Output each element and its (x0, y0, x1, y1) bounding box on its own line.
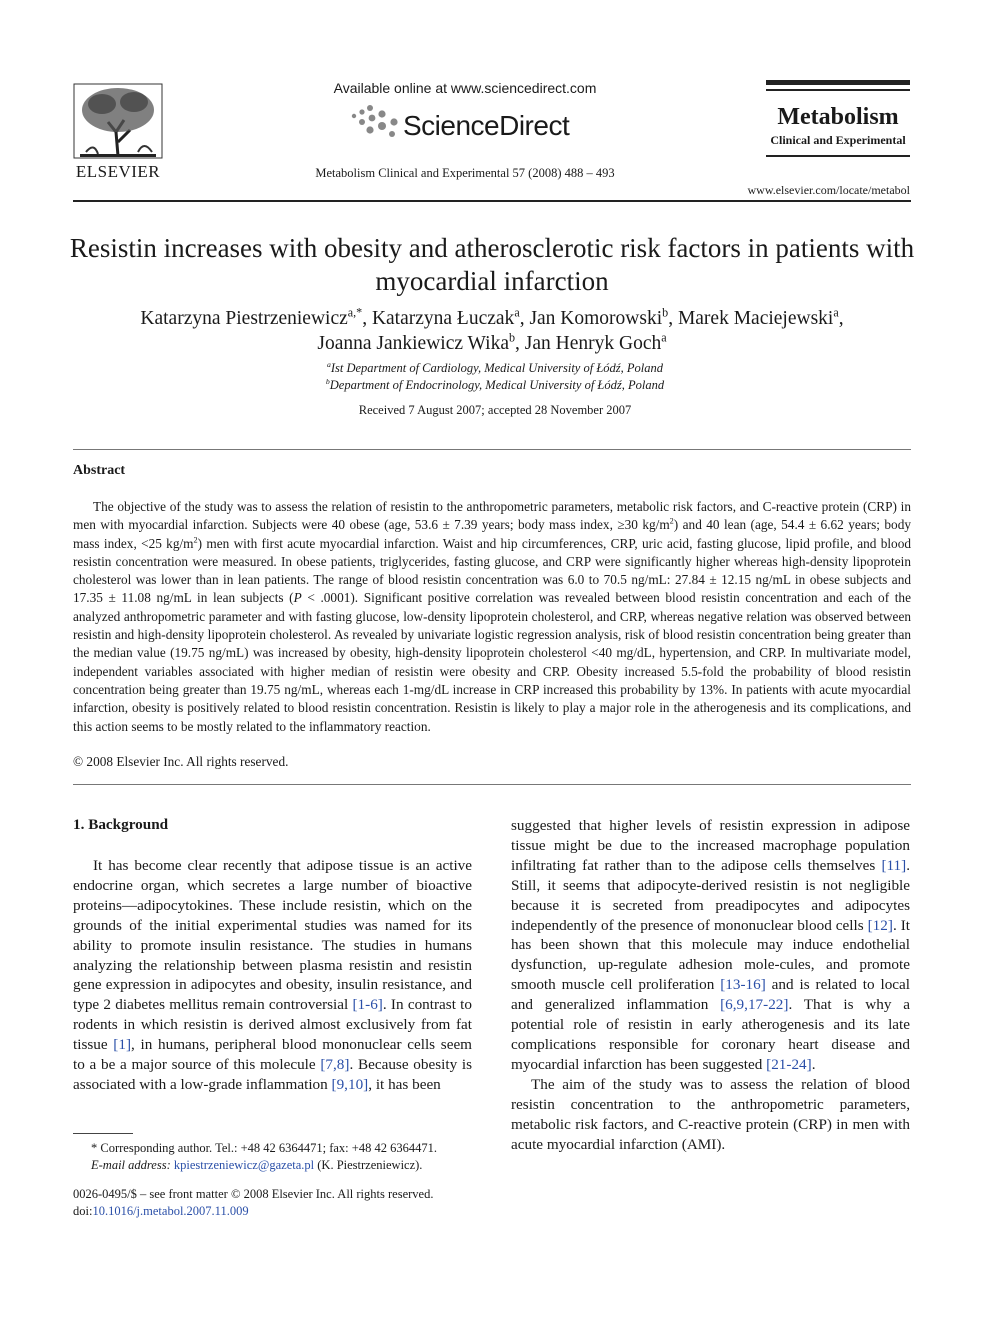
reference-link[interactable]: [13-16] (720, 976, 766, 994)
body-text: and is related to local and generalized inflammation (511, 976, 910, 1014)
body-text: . Because obesity is associated with a low-grade inflammation (73, 1056, 472, 1093)
author-affiliation-mark: b (508, 330, 516, 345)
author-affiliation-mark: a (833, 305, 839, 320)
reference-link[interactable]: [21-24] (766, 1055, 812, 1073)
abstract-copyright: © 2008 Elsevier Inc. All rights reserved. (73, 754, 289, 769)
reference-link[interactable]: [1-6] (352, 996, 383, 1014)
body-text: , in humans, peripheral blood mononuclear cells seem to a be a major source of this molecule (73, 1036, 472, 1074)
author-list: Katarzyna Piestrzeniewicz$^{a,*}$, Katarzyna Łuczak$^a$, Jan Komorowski$^b$, Marek Maciejewski$^a$, Joanna Jankiewicz Wika$^b$, Jan Henryk Goch$^a$ (140, 305, 844, 354)
italic-p: P (293, 590, 302, 606)
received-dates: Received 7 August 2007; accepted 28 November 2007 (358, 403, 632, 417)
left-column-paragraph (73, 856, 472, 1095)
abstract-text: ) and 40 lean (age, 54.4 ± 6.62 years; body mass index, <25 kg/m (73, 517, 911, 551)
body-text: , it has been (368, 1075, 441, 1093)
affiliation-mark: a (326, 359, 331, 369)
abstract-body (73, 498, 911, 736)
front-matter-text: 0026-0495/$ – see front matter © 2008 Elsevier Inc. All rights reserved. (73, 1187, 434, 1201)
author-name: Jan Henryk Goch (524, 333, 662, 354)
abstract-bottom-rule (73, 784, 911, 785)
reference-link[interactable]: [6,9,17-22] (720, 996, 789, 1014)
journal-rule-thin (766, 89, 910, 91)
author-name: Katarzyna Piestrzeniewicz (140, 308, 348, 329)
author-name: Joanna Jankiewicz Wika (317, 333, 509, 354)
available-online-text: Available online at www.sciencedirect.com (333, 80, 597, 96)
journal-name: Metabolism (777, 104, 899, 130)
email-link[interactable]: kpiestrzeniewicz@gazeta.pl (173, 1158, 315, 1172)
author-affiliation-mark: a (661, 330, 667, 345)
abstract-text: ) men with first acute myocardial infarction. Waist and hip circumferences, CRP, uric acid, fasting glucose, lipid profile, and blood resistin concentration were measured. In obese patients, triglycerides, fasting glucose, and CRP were significantly higher whereas high-density lipoprotein cholesterol was lower than in lean patients. The range of blood resistin concentration was 6.0 to 70.5 ng/mL: 27.84 ± 12.15 ng/mL in obese subjects and 17.35 ± 11.08 ng/mL in lean subjects ( (73, 535, 912, 606)
body-text: It has become clear recently that adipose tissue is an active endocrine organ, which secretes a large number of bioactive proteins—adipocytokines. These include resistin, which on the grounds of the initial experimental studies was named for its ability to promote insulin resistance. The studies in humans analyzing the relationship between plasma resistin and resistin gene expression in adipocytes and obesity, insulin resistance, and type 2 diabetes mellitus remain controversial (73, 857, 472, 1014)
superscript: 2 (193, 535, 198, 545)
email-note (73, 1157, 493, 1174)
body-text: . It has been shown that this molecule may induce endothelial dysfunction, up-regulate adhesion mole-cules, and promote smooth muscle cell proliferation (511, 916, 910, 994)
abstract-text: The objective of the study was to assess the relation of resistin to the anthropometric parameters, metabolic risk factors, and C-reactive protein (CRP) in men with myocardial infarction. Subjects were 40 obese (age, 53.6 ± 7.39 years; body mass index, ≥30 kg/m (73, 499, 911, 533)
reference-link[interactable]: [12] (867, 916, 893, 934)
right-column-paragraph-1 (511, 816, 910, 1075)
front-matter (73, 1186, 493, 1220)
email-label: E-mail address: (91, 1158, 171, 1172)
abstract-text: < .0001). Significant positive correlation was revealed between blood resistin concentration and each of the analyzed anthropometric parameter and with fasting glucose, low-density lipoprotein cholesterol, and CRP, whereas negative relation was observed between resistin and high-density lipoprotein cholesterol. As revealed by univariate logistic regression analysis, risk of blood resistin concentration being greater than the median value (19.75 ng/mL) was increased by obesity, high-density lipoprotein cholesterol <40 mg/dL, hypertension, and CRP. In multivariate model, independent variables associated with higher median of resistin were obesity and CRP. Obesity increased 5.5-fold the probability of blood resistin concentration being greater than 19.75 ng/mL, whereas each 1-mg/dL increase in CRP increased this probability by 13%. In patients with acute myocardial infarction, obesity is positively related to blood resistin concentration. Resistin is likely to play a major role in the atherogenesis and its complications, and this action seems to be mostly related to the inflammatory reaction. (73, 590, 911, 734)
abstract-top-rule (73, 449, 911, 450)
journal-rule-bottom (766, 155, 910, 157)
affiliation-text: Ist Department of Cardiology, Medical University of Łódź, Poland (330, 361, 664, 375)
publisher-name: ELSEVIER (75, 162, 161, 181)
doi-line (73, 1203, 493, 1220)
affiliation-mark: b (325, 376, 330, 386)
section-heading: 1. Background (73, 816, 169, 833)
article-title: Resistin increases with obesity and atherosclerotic risk factors in patients with myocardial infarction (69, 233, 915, 296)
body-text: suggested that higher levels of resistin expression in adipose tissue might be due to the increased macrophage population infiltrating fat rather than to the adipose cells themselves (511, 817, 910, 874)
sciencedirect-wordmark: ScienceDirect (403, 110, 570, 141)
footnote-rule (73, 1133, 133, 1134)
journal-rule-thick (766, 80, 910, 85)
reference-link[interactable]: [9,10] (331, 1075, 369, 1093)
body-text: . Still, it seems that adipocyte-derived resistin is not negligible because it is secreted from preadipocytes and adipocytes independently of the presence of mononuclear blood cells (511, 856, 910, 934)
journal-citation: Metabolism Clinical and Experimental 57 (2008) 488 – 493 (315, 166, 615, 180)
author-name: Marek Maciejewski (677, 308, 834, 329)
right-column-paragraph-2: The aim of the study was to assess the relation of blood resistin concentration to the anthropometric parameters, metabolic risk factors, and C-reactive protein (CRP) in men with acute myocardial infarction (AMI). (511, 1075, 910, 1153)
author-name: Jan Komorowski (529, 308, 663, 329)
abstract-heading: Abstract (73, 463, 126, 478)
affiliation-line (160, 377, 830, 394)
reference-link[interactable]: [11] (881, 856, 907, 874)
affiliation-line (160, 360, 830, 377)
superscript: 2 (669, 516, 674, 526)
author-affiliation-mark: a (514, 305, 520, 320)
doi-label: doi: (73, 1204, 93, 1218)
body-text: . In contrast to rodents in which resistin is derived almost exclusively from fat tissue (73, 996, 472, 1054)
reference-link[interactable]: [1] (113, 1036, 132, 1054)
affiliation-text: Department of Endocrinology, Medical University of Łódź, Poland (329, 378, 665, 392)
journal-subtitle: Clinical and Experimental (770, 133, 906, 147)
header-divider (73, 200, 911, 202)
footnote (73, 1140, 493, 1174)
body-text: . That is why a potential role of resistin in early atherogenesis and its late complications responsible for coronary heart disease and myocardial infarction has been suggested (511, 996, 910, 1073)
email-suffix: (K. Piestrzeniewicz). (314, 1158, 423, 1172)
author-affiliation-mark: b (662, 305, 669, 320)
author-name: Katarzyna Łuczak (371, 308, 515, 329)
journal-url[interactable]: www.elsevier.com/locate/metabol (747, 183, 910, 197)
affiliations (160, 360, 830, 394)
corresponding-author-note: * Corresponding author. Tel.: +48 42 6364471; fax: +48 42 6364471. (91, 1141, 437, 1155)
body-text: . (811, 1055, 816, 1073)
right-column (511, 816, 910, 1154)
author-affiliation-mark: a,* (347, 305, 363, 320)
reference-link[interactable]: [7,8] (320, 1056, 350, 1074)
doi-link[interactable]: 10.1016/j.metabol.2007.11.009 (92, 1204, 249, 1218)
